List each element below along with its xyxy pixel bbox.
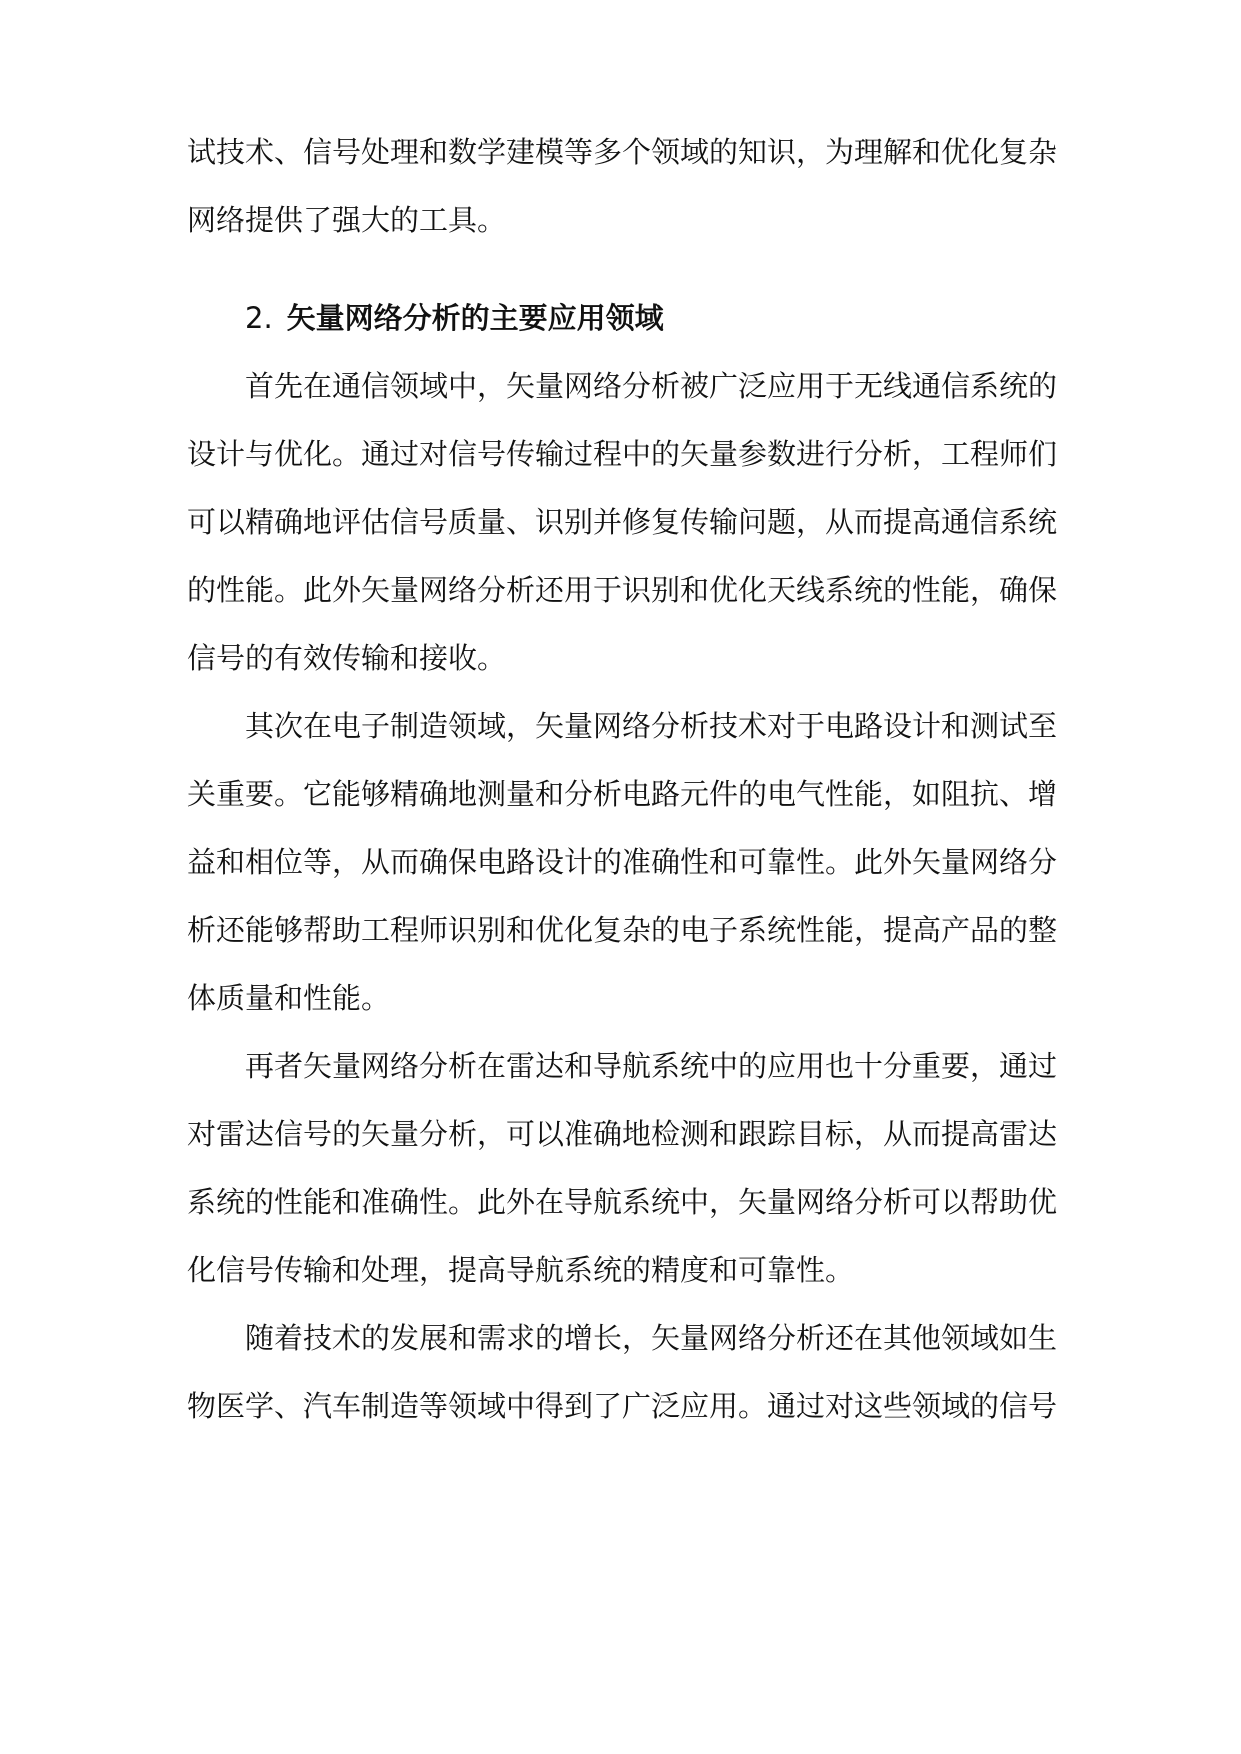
- section-title: 矢量网络分析的主要应用领域: [286, 301, 664, 335]
- paragraph-line: 体质量和性能。: [187, 981, 391, 1015]
- intro-line: 试技术、信号处理和数学建模等多个领域的知识，为理解和优化复杂: [187, 135, 1057, 169]
- paragraph-line: 信号的有效传输和接收。: [187, 641, 507, 675]
- paragraph-line: 对雷达信号的矢量分析，可以准确地检测和跟踪目标，从而提高雷达: [187, 1117, 1057, 1151]
- paragraph-line: 物医学、汽车制造等领域中得到了广泛应用。通过对这些领域的信号: [187, 1389, 1057, 1423]
- paragraph-line: 随着技术的发展和需求的增长，矢量网络分析还在其他领域如生: [245, 1321, 1057, 1355]
- paragraph-line: 的性能。此外矢量网络分析还用于识别和优化天线系统的性能，确保: [187, 573, 1057, 607]
- paragraph-line: 再者矢量网络分析在雷达和导航系统中的应用也十分重要，通过: [245, 1049, 1057, 1083]
- intro-line: 网络提供了强大的工具。: [187, 203, 507, 237]
- paragraph-line: 益和相位等，从而确保电路设计的准确性和可靠性。此外矢量网络分: [187, 845, 1057, 879]
- section-heading: [245, 298, 664, 338]
- paragraph-line: 设计与优化。通过对信号传输过程中的矢量参数进行分析，工程师们: [187, 437, 1057, 471]
- paragraph-line: 系统的性能和准确性。此外在导航系统中，矢量网络分析可以帮助优: [187, 1185, 1057, 1219]
- paragraph-line: 关重要。它能够精确地测量和分析电路元件的电气性能，如阻抗、增: [187, 777, 1057, 811]
- paragraph-line: 析还能够帮助工程师识别和优化复杂的电子系统性能，提高产品的整: [187, 913, 1057, 947]
- paragraph-line: 首先在通信领域中，矢量网络分析被广泛应用于无线通信系统的: [245, 369, 1057, 403]
- paragraph-line: 化信号传输和处理，提高导航系统的精度和可靠性。: [187, 1253, 855, 1287]
- paragraph-line: 可以精确地评估信号质量、识别并修复传输问题，从而提高通信系统: [187, 505, 1057, 539]
- paragraph-line: 其次在电子制造领域，矢量网络分析技术对于电路设计和测试至: [245, 709, 1057, 743]
- section-number: 2.: [245, 301, 273, 335]
